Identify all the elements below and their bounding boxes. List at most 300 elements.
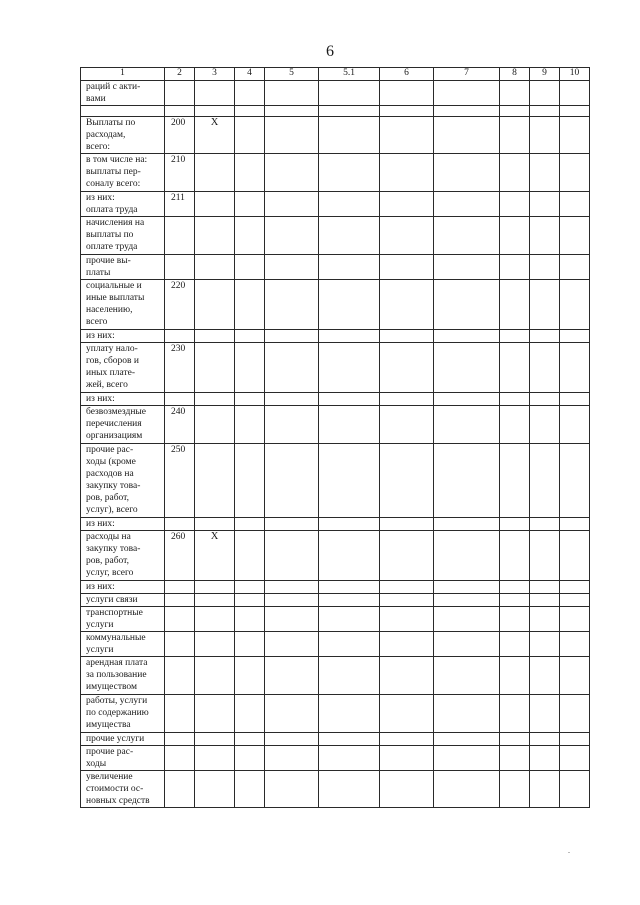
empty-cell — [380, 771, 434, 808]
empty-cell — [530, 280, 560, 330]
empty-cell — [265, 444, 319, 518]
empty-cell — [235, 406, 265, 444]
row-col3-cell: X — [195, 531, 235, 581]
column-header-5: 5 — [265, 68, 319, 81]
empty-cell — [560, 531, 590, 581]
row-label: в том числе на: выплаты пер- соналу всего: — [81, 154, 165, 192]
empty-cell — [265, 733, 319, 746]
empty-cell — [500, 531, 530, 581]
empty-cell — [380, 733, 434, 746]
empty-cell — [530, 518, 560, 531]
empty-cell — [500, 581, 530, 594]
column-header-9: 8 — [500, 68, 530, 81]
row-code — [165, 581, 195, 594]
empty-cell — [319, 746, 380, 771]
column-header-6: 5.1 — [319, 68, 380, 81]
empty-cell — [235, 280, 265, 330]
empty-cell — [434, 733, 500, 746]
empty-cell — [319, 117, 380, 154]
empty-cell — [319, 406, 380, 444]
empty-cell — [380, 406, 434, 444]
empty-cell — [380, 632, 434, 657]
row-code — [165, 518, 195, 531]
empty-cell — [500, 154, 530, 192]
row-col3-cell — [195, 106, 235, 117]
row-code — [165, 771, 195, 808]
row-col3-cell — [195, 255, 235, 280]
row-col3-cell: X — [195, 117, 235, 154]
empty-cell — [235, 746, 265, 771]
empty-cell — [560, 594, 590, 607]
empty-cell — [380, 746, 434, 771]
row-col3-cell — [195, 280, 235, 330]
empty-cell — [235, 192, 265, 217]
row-code — [165, 330, 195, 343]
empty-cell — [265, 330, 319, 343]
row-code: 211 — [165, 192, 195, 217]
empty-cell — [434, 154, 500, 192]
table-row — [81, 746, 590, 771]
row-label: безвозмездные перечисления организациям — [81, 406, 165, 444]
empty-cell — [560, 106, 590, 117]
empty-cell — [500, 406, 530, 444]
empty-cell — [500, 746, 530, 771]
row-code — [165, 81, 195, 106]
empty-cell — [319, 393, 380, 406]
table-row — [81, 280, 590, 330]
empty-cell — [265, 343, 319, 393]
empty-cell — [560, 330, 590, 343]
empty-cell — [319, 771, 380, 808]
empty-cell — [434, 393, 500, 406]
empty-cell — [434, 607, 500, 632]
empty-cell — [434, 280, 500, 330]
table-row — [81, 343, 590, 393]
empty-cell — [560, 117, 590, 154]
empty-cell — [265, 117, 319, 154]
empty-cell — [265, 746, 319, 771]
empty-cell — [265, 657, 319, 695]
empty-cell — [500, 695, 530, 733]
row-col3-cell — [195, 343, 235, 393]
row-label: прочие рас- ходы (кроме расходов на закупку това- ров, работ, услуг), всего — [81, 444, 165, 518]
empty-cell — [380, 192, 434, 217]
empty-cell — [265, 771, 319, 808]
empty-cell — [380, 444, 434, 518]
row-col3-cell — [195, 771, 235, 808]
empty-cell — [319, 594, 380, 607]
empty-cell — [380, 330, 434, 343]
row-col3-cell — [195, 406, 235, 444]
table-row — [81, 531, 590, 581]
row-label: социальные и иные выплаты населению, всего — [81, 280, 165, 330]
empty-cell — [319, 657, 380, 695]
empty-cell — [434, 632, 500, 657]
empty-cell — [560, 393, 590, 406]
empty-cell — [500, 393, 530, 406]
empty-cell — [319, 255, 380, 280]
empty-cell — [560, 343, 590, 393]
empty-cell — [530, 657, 560, 695]
empty-cell — [530, 255, 560, 280]
empty-cell — [235, 531, 265, 581]
empty-cell — [235, 695, 265, 733]
empty-cell — [434, 746, 500, 771]
empty-cell — [319, 154, 380, 192]
table-body — [81, 81, 590, 808]
empty-cell — [560, 255, 590, 280]
empty-cell — [560, 746, 590, 771]
empty-cell — [500, 255, 530, 280]
empty-cell — [500, 518, 530, 531]
empty-cell — [235, 632, 265, 657]
empty-cell — [560, 695, 590, 733]
row-code: 200 — [165, 117, 195, 154]
empty-cell — [235, 733, 265, 746]
table-row — [81, 330, 590, 343]
empty-cell — [500, 106, 530, 117]
column-header-2: 2 — [165, 68, 195, 81]
header-row — [81, 68, 590, 81]
empty-cell — [265, 106, 319, 117]
empty-cell — [319, 518, 380, 531]
empty-cell — [500, 330, 530, 343]
empty-cell — [500, 343, 530, 393]
row-label: транспортные услуги — [81, 607, 165, 632]
empty-cell — [235, 607, 265, 632]
empty-cell — [500, 594, 530, 607]
empty-cell — [235, 255, 265, 280]
empty-cell — [380, 154, 434, 192]
empty-cell — [319, 280, 380, 330]
empty-cell — [530, 393, 560, 406]
row-label: Выплаты по расходам, всего: — [81, 117, 165, 154]
column-header-3: 3 — [195, 68, 235, 81]
row-label: раций с акти- вами — [81, 81, 165, 106]
table-row — [81, 607, 590, 632]
row-code — [165, 695, 195, 733]
empty-cell — [500, 771, 530, 808]
row-label: услуги связи — [81, 594, 165, 607]
empty-cell — [530, 343, 560, 393]
empty-cell — [530, 406, 560, 444]
empty-cell — [265, 280, 319, 330]
row-code — [165, 632, 195, 657]
table-row — [81, 695, 590, 733]
empty-cell — [560, 733, 590, 746]
empty-cell — [380, 581, 434, 594]
empty-cell — [560, 154, 590, 192]
empty-cell — [265, 607, 319, 632]
row-label: из них: оплата труда — [81, 192, 165, 217]
empty-cell — [560, 280, 590, 330]
empty-cell — [530, 581, 560, 594]
empty-cell — [434, 581, 500, 594]
empty-cell — [560, 406, 590, 444]
empty-cell — [500, 280, 530, 330]
row-label: прочие услуги — [81, 733, 165, 746]
empty-cell — [560, 518, 590, 531]
empty-cell — [319, 343, 380, 393]
empty-cell — [560, 192, 590, 217]
table-row — [81, 192, 590, 217]
empty-cell — [530, 330, 560, 343]
table-row — [81, 81, 590, 106]
empty-cell — [235, 343, 265, 393]
empty-cell — [434, 657, 500, 695]
empty-cell — [380, 594, 434, 607]
empty-cell — [500, 632, 530, 657]
empty-cell — [560, 217, 590, 255]
row-col3-cell — [195, 581, 235, 594]
table-row — [81, 154, 590, 192]
empty-cell — [380, 393, 434, 406]
empty-cell — [265, 695, 319, 733]
empty-cell — [434, 518, 500, 531]
empty-cell — [265, 518, 319, 531]
empty-cell — [380, 117, 434, 154]
empty-cell — [235, 518, 265, 531]
empty-cell — [530, 594, 560, 607]
empty-cell — [380, 217, 434, 255]
empty-cell — [380, 518, 434, 531]
row-code — [165, 217, 195, 255]
empty-cell — [500, 117, 530, 154]
empty-cell — [560, 607, 590, 632]
row-code: 260 — [165, 531, 195, 581]
empty-cell — [319, 581, 380, 594]
row-label: работы, услуги по содержанию имущества — [81, 695, 165, 733]
column-header-8: 7 — [434, 68, 500, 81]
row-col3-cell — [195, 154, 235, 192]
row-label: уплату нало- гов, сборов и иных плате- жей, всего — [81, 343, 165, 393]
empty-cell — [380, 280, 434, 330]
empty-cell — [380, 657, 434, 695]
table-row — [81, 217, 590, 255]
empty-cell — [265, 217, 319, 255]
empty-cell — [235, 81, 265, 106]
empty-cell — [265, 81, 319, 106]
empty-cell — [265, 192, 319, 217]
empty-cell — [319, 106, 380, 117]
empty-cell — [530, 192, 560, 217]
row-col3-cell — [195, 81, 235, 106]
row-col3-cell — [195, 733, 235, 746]
row-code: 230 — [165, 343, 195, 393]
empty-cell — [500, 217, 530, 255]
empty-cell — [235, 330, 265, 343]
row-code: 220 — [165, 280, 195, 330]
row-code: 240 — [165, 406, 195, 444]
empty-cell — [319, 81, 380, 106]
table-row — [81, 657, 590, 695]
row-col3-cell — [195, 444, 235, 518]
empty-cell — [560, 771, 590, 808]
table-row — [81, 771, 590, 808]
empty-cell — [265, 154, 319, 192]
row-code — [165, 106, 195, 117]
row-col3-cell — [195, 217, 235, 255]
empty-cell — [530, 444, 560, 518]
empty-cell — [530, 607, 560, 632]
row-code — [165, 607, 195, 632]
empty-cell — [434, 192, 500, 217]
row-label — [81, 106, 165, 117]
empty-cell — [235, 217, 265, 255]
table-row — [81, 393, 590, 406]
empty-cell — [319, 733, 380, 746]
empty-cell — [500, 444, 530, 518]
empty-cell — [265, 255, 319, 280]
table-row — [81, 255, 590, 280]
empty-cell — [265, 531, 319, 581]
empty-cell — [380, 81, 434, 106]
row-label: арендная плата за пользование имуществом — [81, 657, 165, 695]
row-col3-cell — [195, 330, 235, 343]
column-header-4: 4 — [235, 68, 265, 81]
empty-cell — [500, 192, 530, 217]
table-row — [81, 733, 590, 746]
column-header-1: 1 — [81, 68, 165, 81]
table-row — [81, 117, 590, 154]
row-col3-cell — [195, 632, 235, 657]
empty-cell — [235, 444, 265, 518]
empty-cell — [265, 594, 319, 607]
table-row — [81, 581, 590, 594]
column-header-11: 10 — [560, 68, 590, 81]
row-label: коммунальные услуги — [81, 632, 165, 657]
empty-cell — [380, 531, 434, 581]
empty-cell — [560, 81, 590, 106]
page-number: 6 — [326, 43, 334, 60]
empty-cell — [434, 531, 500, 581]
row-label: прочие вы- платы — [81, 255, 165, 280]
row-code — [165, 594, 195, 607]
empty-cell — [560, 657, 590, 695]
empty-cell — [500, 81, 530, 106]
empty-cell — [434, 444, 500, 518]
empty-cell — [560, 444, 590, 518]
row-label: увеличение стоимости ос- новных средств — [81, 771, 165, 808]
table-row — [81, 518, 590, 531]
empty-cell — [434, 217, 500, 255]
empty-cell — [319, 607, 380, 632]
empty-cell — [434, 81, 500, 106]
empty-cell — [530, 217, 560, 255]
row-label: из них: — [81, 330, 165, 343]
empty-cell — [434, 117, 500, 154]
empty-cell — [235, 771, 265, 808]
empty-cell — [319, 695, 380, 733]
empty-cell — [434, 695, 500, 733]
empty-cell — [530, 771, 560, 808]
form-table — [80, 67, 590, 808]
empty-cell — [530, 154, 560, 192]
empty-cell — [434, 771, 500, 808]
row-label: начисления на выплаты по оплате труда — [81, 217, 165, 255]
row-code — [165, 255, 195, 280]
empty-cell — [530, 733, 560, 746]
empty-cell — [530, 695, 560, 733]
table-row — [81, 632, 590, 657]
empty-cell — [319, 192, 380, 217]
empty-cell — [380, 607, 434, 632]
empty-cell — [235, 106, 265, 117]
empty-cell — [265, 393, 319, 406]
row-code — [165, 733, 195, 746]
empty-cell — [434, 106, 500, 117]
row-col3-cell — [195, 594, 235, 607]
empty-cell — [434, 594, 500, 607]
empty-cell — [434, 343, 500, 393]
row-col3-cell — [195, 607, 235, 632]
table-header — [81, 68, 590, 81]
row-col3-cell — [195, 657, 235, 695]
table-row — [81, 444, 590, 518]
empty-cell — [235, 117, 265, 154]
row-label: прочие рас- ходы — [81, 746, 165, 771]
empty-cell — [380, 255, 434, 280]
empty-cell — [265, 632, 319, 657]
table-row — [81, 594, 590, 607]
empty-cell — [530, 117, 560, 154]
empty-cell — [235, 154, 265, 192]
row-label: из них: — [81, 581, 165, 594]
empty-cell — [235, 594, 265, 607]
row-label: расходы на закупку това- ров, работ, услуг, всего — [81, 531, 165, 581]
row-code — [165, 393, 195, 406]
empty-cell — [380, 695, 434, 733]
empty-cell — [500, 607, 530, 632]
empty-cell — [319, 531, 380, 581]
row-code — [165, 657, 195, 695]
row-col3-cell — [195, 746, 235, 771]
row-label: из них: — [81, 393, 165, 406]
empty-cell — [530, 81, 560, 106]
empty-cell — [235, 393, 265, 406]
empty-cell — [319, 444, 380, 518]
empty-cell — [560, 632, 590, 657]
empty-cell — [530, 531, 560, 581]
scan-speck — [568, 852, 570, 853]
row-col3-cell — [195, 192, 235, 217]
empty-cell — [265, 406, 319, 444]
empty-cell — [235, 581, 265, 594]
empty-cell — [434, 330, 500, 343]
empty-cell — [530, 746, 560, 771]
empty-cell — [319, 330, 380, 343]
table-row — [81, 106, 590, 117]
table-row — [81, 406, 590, 444]
row-label: из них: — [81, 518, 165, 531]
column-header-7: 6 — [380, 68, 434, 81]
empty-cell — [235, 657, 265, 695]
row-col3-cell — [195, 393, 235, 406]
row-code: 210 — [165, 154, 195, 192]
empty-cell — [434, 255, 500, 280]
empty-cell — [530, 632, 560, 657]
column-header-10: 9 — [530, 68, 560, 81]
empty-cell — [500, 657, 530, 695]
row-col3-cell — [195, 695, 235, 733]
empty-cell — [434, 406, 500, 444]
row-code: 250 — [165, 444, 195, 518]
empty-cell — [530, 106, 560, 117]
empty-cell — [265, 581, 319, 594]
empty-cell — [319, 632, 380, 657]
empty-cell — [319, 217, 380, 255]
empty-cell — [500, 733, 530, 746]
